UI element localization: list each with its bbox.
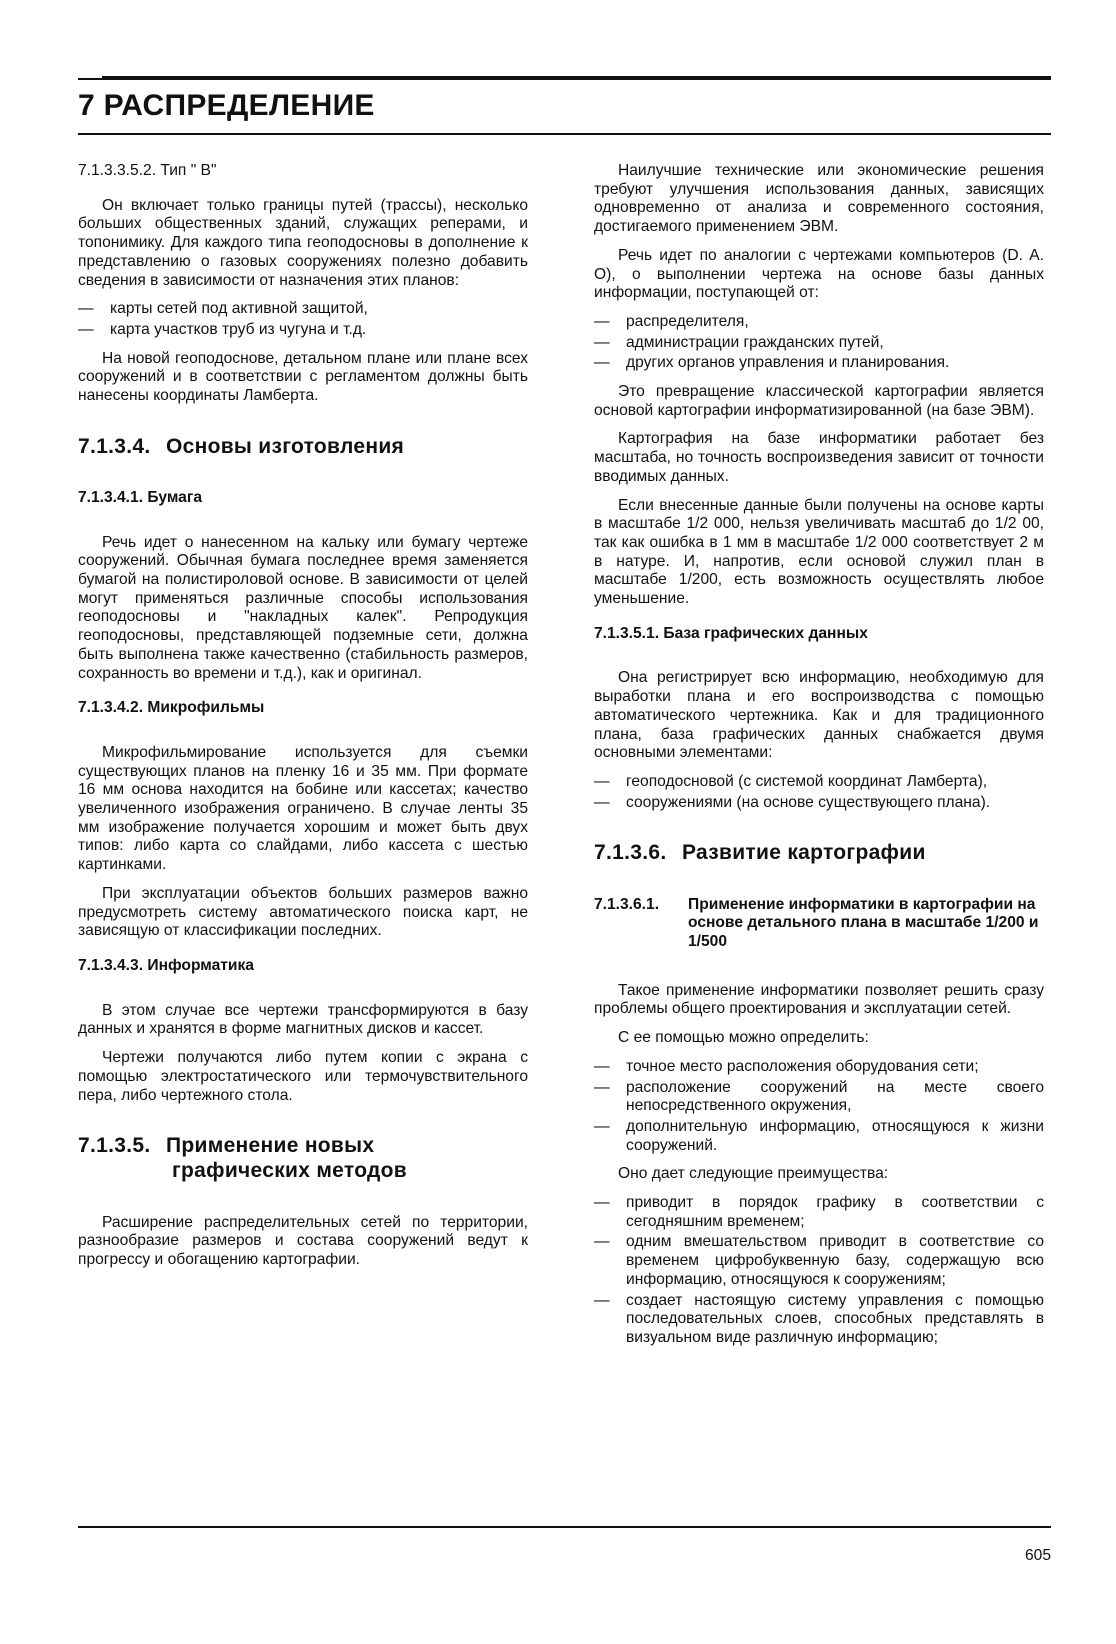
list-item: — карты сетей под активной защитой,: [78, 300, 528, 319]
dash-list: [594, 313, 1044, 373]
dash-list: [78, 300, 528, 339]
paragraph: Если внесенные данные были получены на основе карты в масштабе 1/2 000, нельзя увеличивать масштаб до 1/2 00, так как ошибка в 1 мм в масштабе 1/2 000 соответствует 2 м в натуре. И, напротив, если основой служил план в масштабе 1/200, есть возможность осуществлять любое уменьшение.: [594, 496, 1044, 608]
chapter-title: 7 РАСПРЕДЕЛЕНИЕ: [78, 89, 375, 122]
section-heading: [78, 434, 528, 459]
list-item: — приводит в порядок графику в соответствии с сегодняшним временем;: [594, 1194, 1044, 1231]
paragraph: С ее помощью можно определить:: [618, 1029, 869, 1047]
section-title-line: Применение новых: [166, 1134, 375, 1158]
list-item: — карта участков труб из чугуна и т.д.: [78, 321, 528, 340]
paragraph: Картография на базе информатики работает без масштаба, но точность воспроизведения зависит от точности вводимых данных.: [594, 430, 1044, 485]
paragraph: В этом случае все чертежи трансформируются в базу данных и хранятся в форме магнитных дисков и кассет.: [78, 1001, 528, 1038]
section-number: 7.1.3.6.: [594, 841, 667, 865]
subsection-number: 7.1.3.6.1.: [594, 895, 660, 913]
subsection-heading: 7.1.3.3.5.2. Тип " В": [78, 162, 217, 179]
list-item: — дополнительную информацию, относящуюся к жизни сооружений.: [594, 1118, 1044, 1155]
list-item: — распределителя,: [594, 313, 1044, 332]
list-item: — администрации гражданских путей,: [594, 334, 1044, 353]
top-rule: [102, 76, 1051, 80]
subsection-title: Применение информатики в картографии на основе детального плана в масштабе 1/200 и 1/500: [688, 895, 1039, 950]
paragraph: Это превращение классической картографии является основой картографии информатизированной (на базе ЭВМ).: [594, 383, 1044, 419]
subsection-heading: [594, 896, 1044, 952]
subsection-heading: 7.1.3.4.1. Бумага: [78, 488, 202, 506]
dash-list: [594, 1194, 1044, 1348]
list-item: — сооружениями (на основе существующего плана).: [594, 794, 1044, 813]
list-item: — других органов управления и планирования.: [594, 354, 1044, 373]
paragraph: При эксплуатации объектов больших размеров важно предусмотреть систему автоматического поиска карт, не зависящую от классификации последних.: [78, 884, 528, 940]
paragraph: Он включает только границы путей (трассы), несколько больших общественных зданий, служащих реперами, и топонимику. Для каждого типа геоподосновы в дополнение к представлению о газовых сооружениях полезно добавить сведения в зависимости от назначения этих планов:: [78, 196, 528, 289]
paragraph: Речь идет по аналогии с чертежами компьютеров (D. A. O), о выполнении чертежа на основе базы данных информации, поступающей от:: [594, 246, 1044, 302]
subsection-heading: 7.1.3.4.3. Информатика: [78, 956, 254, 974]
paragraph: Расширение распределительных сетей по территории, разнообразие размеров и состава сооружений ведут к прогрессу и обогащению картографии.: [78, 1213, 528, 1268]
list-item: — расположение сооружений на месте своего непосредственного окружения,: [594, 1079, 1044, 1116]
list-item: — создает настоящую систему управления с помощью последовательных слоев, способных представлять в визуальном виде различную информацию;: [594, 1292, 1044, 1348]
list-item: — одним вмешательством приводит в соответствие со временем цифробуквенную базу, содержащую всю информацию, относящуюся к сооружениям;: [594, 1233, 1044, 1289]
section-number: 7.1.3.5.: [78, 1134, 151, 1158]
subsection-heading: 7.1.3.4.2. Микрофильмы: [78, 699, 265, 717]
paragraph: Чертежи получаются либо путем копии с экрана с помощью электростатического или термочувствительного пера, либо чертежного стола.: [78, 1049, 528, 1104]
paragraph: Оно дает следующие преимущества:: [618, 1165, 889, 1183]
paragraph: Такое применение информатики позволяет решить сразу проблемы общего проектирования и эксплуатации сетей.: [594, 981, 1044, 1018]
paragraph: Наилучшие технические или экономические решения требуют улучшения использования данных, зависящих одновременно от анализа и современного состояния, достигаемого применением ЭВМ.: [594, 162, 1044, 236]
dash-list: [594, 773, 1044, 812]
section-number: 7.1.3.4.: [78, 434, 151, 458]
paragraph: Она регистрирует всю информацию, необходимую для выработки плана и его воспроизводства с помощью автоматического чертежника. Как и для традиционного плана, база графических данных снабжается двумя основными элементами:: [594, 669, 1044, 762]
subsection-heading: 7.1.3.5.1. База графических данных: [594, 624, 868, 642]
footer-rule: [78, 1526, 1051, 1528]
section-title: Развитие картографии: [682, 841, 926, 865]
list-item: — точное место расположения оборудования сети;: [594, 1058, 1044, 1077]
top-rule-short: [78, 78, 102, 80]
right-column: [594, 162, 1044, 1358]
page-number: 605: [1024, 1547, 1051, 1564]
list-item: — геоподосновой (с системой координат Ламберта),: [594, 773, 1044, 792]
section-title-line: графических методов: [172, 1159, 408, 1183]
section-title: Основы изготовления: [166, 434, 405, 458]
left-column: [78, 162, 528, 1280]
paragraph: Микрофильмирование используется для съемки существующих планов на пленку 16 и 35 мм. При формате 16 мм основа находится на бобине или кассетах; качество увеличенного изображения ограничено. В случае ленты 35 мм изображение получается хорошим и может быть двух типов: либо карта со слайдами, либо кассета с шестью картинками.: [78, 743, 528, 874]
header-rule: [78, 133, 1051, 135]
paragraph: Речь идет о нанесенном на кальку или бумагу чертеже сооружений. Обычная бумага последнее время заменяется бумагой на полистироловой основе. В зависимости от целей могут применяться различные способы использования геоподосновы и "накладных калек". Репродукция геоподосновы, представляющей подземные сети, должна быть выполнена также качественно (стабильность размеров, сохранность во времени и т.д.), как и оригинал.: [78, 533, 528, 682]
paragraph: На новой геоподоснове, детальном плане или плане всех сооружений и в соответствии с регламентом должны быть нанесены координаты Ламберта.: [78, 349, 528, 405]
section-heading: [594, 840, 1044, 865]
dash-list: [594, 1058, 1044, 1156]
section-heading: [78, 1133, 528, 1183]
